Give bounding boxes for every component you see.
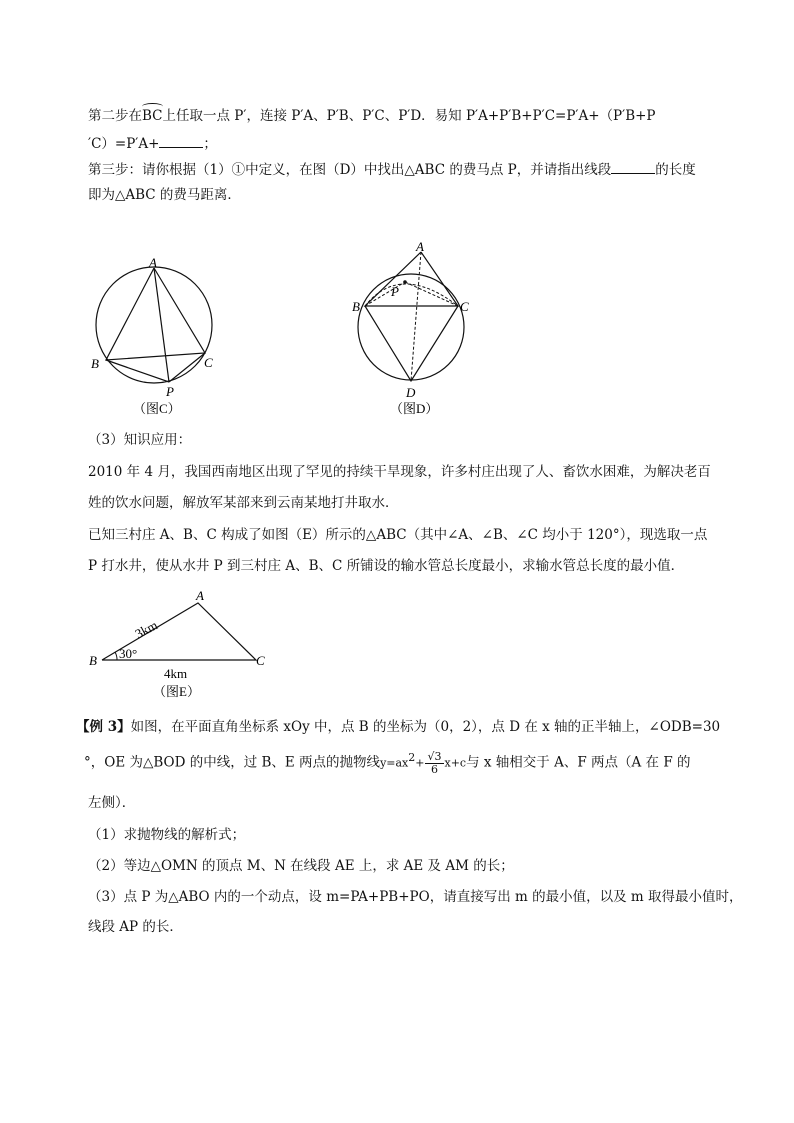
parabola-y: y=ax [380, 756, 409, 770]
step2-rest: 上任取一点 P′，连接 P′A、P′B、P′C、P′D．易知 P′A+P′B+P′C=P′A+（P′B+P [162, 108, 656, 124]
example3-q3-line2: 线段 AP 的长． [88, 919, 183, 935]
example3-q3-line1: （3）点 P 为△ABO 内的一个动点，设 m=PA+PB+PO，请直接写出 m 的最小值，以及 m 取得最小值时， [88, 889, 743, 905]
part3-p1-line1: 2010 年 4 月，我国西南地区出现了罕见的持续干旱现象，许多村庄出现了人、畜饮水困难，为解决老百 [88, 464, 711, 480]
step2-line2: ′C）=P′A+ ； [88, 133, 217, 154]
part3-heading: （3）知识应用： [88, 432, 192, 448]
label-angle-b: 30° [119, 646, 138, 661]
label-b-c: B [91, 356, 99, 371]
step3-line1: 第三步：请你根据（1）①中定义，在图（D）中找出△ABC 的费马点 P，并请指出线段 的长度 [88, 159, 696, 180]
label-side-ab: 3km [132, 617, 160, 642]
caption-figure-c: （图C） [133, 401, 181, 416]
angle-arc-b [115, 652, 117, 660]
label-c-d: C [460, 299, 469, 314]
example3-q1: （1）求抛物线的解析式； [88, 827, 246, 843]
example3-line3: 左侧）． [88, 795, 136, 811]
example3-q2: （2）等边△OMN 的顶点 M、N 在线段 AE 上，求 AE 及 AM 的长； [88, 858, 514, 874]
label-p-d: P [391, 284, 399, 299]
parabola-exponent: 2 [408, 751, 416, 764]
label-c-c: C [204, 355, 213, 370]
circled-number-1: ① [231, 162, 246, 178]
label-a-c: A [149, 255, 157, 270]
caption-figure-d: （图D） [390, 401, 439, 416]
example3-line2: °，OE 为△BOD 的中线，过 B、E 两点的抛物线$y=ax^2+$ $\frac{√3}{6}$ x+c与 x 轴相交于 A、F 两点（A 在 F 的 [84, 749, 691, 776]
label-b-e: B [89, 653, 97, 668]
caption-figure-e: （图E） [153, 684, 200, 699]
step2-prefix: 第二步在 [88, 108, 142, 124]
step3-line2: 即为△ABC 的费马距离． [88, 187, 241, 203]
label-a-d: A [416, 239, 424, 254]
fraction-sqrt3-over-6: $\frac{√3}{6}$ [427, 749, 442, 776]
example3-label: 【例 3】 [76, 719, 131, 735]
example3-line1: 【例 3】如图，在平面直角坐标系 xOy 中，点 B 的坐标为（0，2），点 D 在 x 轴的正半轴上，∠ODB=30 [76, 719, 721, 735]
label-c-e: C [256, 653, 265, 668]
part3-p2-line2: P 打水井，使从水井 P 到三村庄 A、B、C 所铺设的输水管总长度最小，求输水管总长度的最小值． [88, 558, 685, 574]
label-p-c: P [166, 384, 174, 399]
label-side-bc: 4km [164, 666, 188, 681]
label-b-d: B [352, 299, 360, 314]
label-d-d: D [406, 385, 416, 400]
part3-p2-line1: 已知三村庄 A、B、C 构成了如图（E）所示的△ABC（其中∠A、∠B、∠C 均小于 120°），现选取一点 [88, 527, 708, 543]
arc-bc: BC [142, 108, 163, 124]
label-a-e: A [196, 588, 204, 603]
part3-p1-line2: 姓的饮水问题，解放军某部来到云南某地打井取水． [88, 495, 399, 511]
